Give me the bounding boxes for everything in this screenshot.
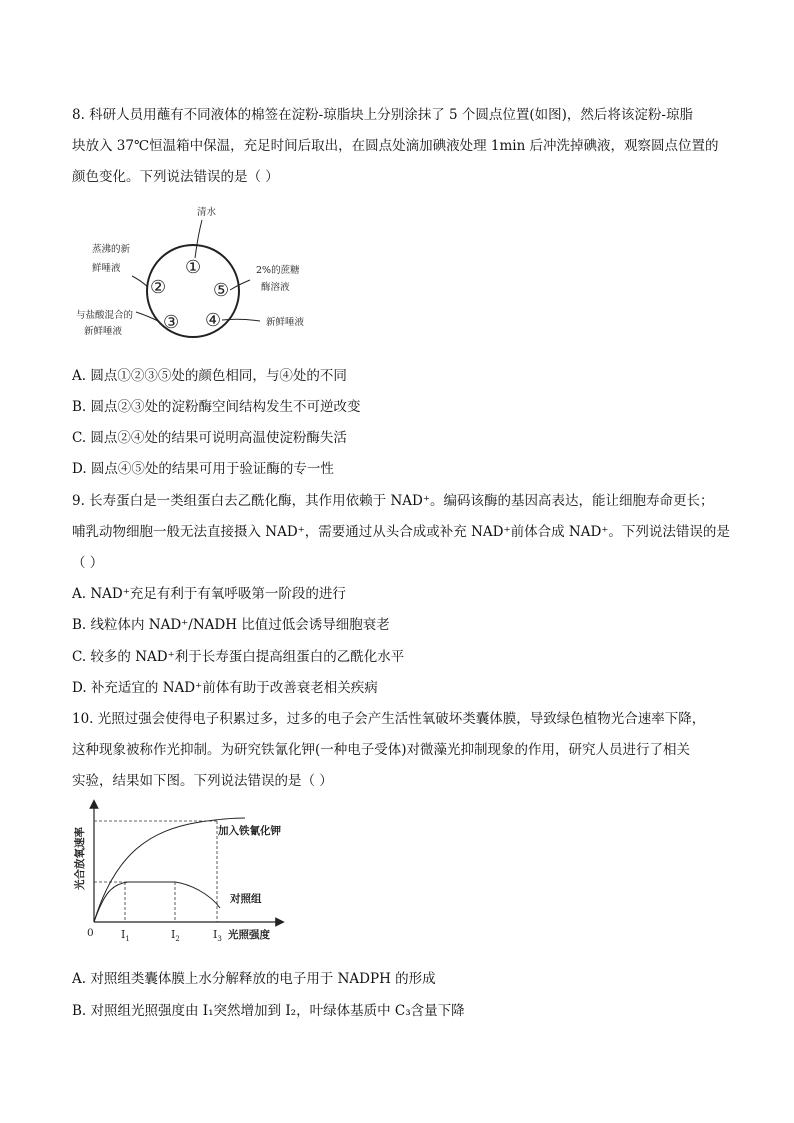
q8-option-b: B. 圆点②③处的淀粉酶空间结构发生不可逆改变 (72, 399, 361, 415)
x-axis-label: 光照强度 (228, 929, 270, 941)
label-sucrase-2: 酶溶液 (261, 282, 290, 293)
dot-3: ③ (163, 312, 180, 333)
q8-stem-line-2: 块放入 37℃恒温箱中保温，充足时间后取出，在圆点处滴加碘液处理 1min 后冲洗掉碘液，观察圆点位置的 (72, 138, 719, 154)
q10-option-a: A. 对照组类囊体膜上水分解释放的电子用于 NADPH 的形成 (72, 971, 436, 987)
label-hcl-saliva-1: 与盐酸混合的 (76, 310, 134, 321)
q9-stem-line-1: 9. 长寿蛋白是一类组蛋白去乙酰化酶，其作用依赖于 NAD⁺。编码该酶的基因高表达，能让细胞寿命更长； (72, 493, 714, 509)
leader-line-2 (132, 276, 148, 287)
q9-stem-line-3: （ ） (72, 555, 104, 571)
dot-1: ① (185, 257, 202, 278)
tick-i2: $I_2$ (171, 928, 180, 943)
label-sucrase-1: 2%的蔗糖 (256, 265, 300, 276)
q8-stem-line-3: 颜色变化。下列说法错误的是（ ） (72, 169, 279, 185)
leader-line-5 (230, 280, 250, 290)
tick-i1: $I_1$ (121, 928, 130, 943)
dot-5: ⑤ (213, 280, 230, 301)
q10-option-b: B. 对照组光照强度由 I₁突然增加到 I₂，叶绿体基质中 C₃含量下降 (72, 1003, 465, 1019)
q8-option-a: A. 圆点①②③⑤处的颜色相同，与④处的不同 (72, 368, 347, 384)
leader-line-1 (195, 220, 202, 258)
q10-stem-line-2: 这种现象被称作光抑制。为研究铁氰化钾(一种电子受体)对微藻光抑制现象的作用，研究人员进行了相关 (72, 742, 691, 758)
label-fresh-saliva: 新鲜唾液 (266, 317, 305, 328)
q10-stem-line-3: 实验，结果如下图。下列说法错误的是（ ） (72, 773, 333, 789)
q8-option-d: D. 圆点④⑤处的结果可用于验证酶的专一性 (72, 461, 334, 477)
label-boiled-saliva-2: 鲜唾液 (92, 263, 121, 274)
dot-2: ② (150, 277, 167, 298)
q9-stem-line-2: 哺乳动物细胞一般无法直接摄入 NAD⁺，需要通过从头合成或补充 NAD⁺前体合成 NAD⁺。下列说法错误的是 (72, 524, 730, 540)
q9-option-a: A. NAD⁺充足有利于有氧呼吸第一阶段的进行 (72, 586, 346, 602)
q9-option-d: D. 补充适宜的 NAD⁺前体有助于改善衰老相关疾病 (72, 680, 378, 696)
q8-figure (70, 200, 330, 350)
curve-control (94, 882, 220, 922)
label-water: 清水 (197, 207, 217, 218)
series-label-ferricyanide: 加入铁氰化钾 (218, 825, 281, 837)
q10-chart (70, 798, 300, 950)
q9-option-c: C. 较多的 NAD⁺利于长寿蛋白提高组蛋白的乙酰化水平 (72, 649, 405, 665)
q8-stem-line-1: 8. 科研人员用蘸有不同液体的棉签在淀粉-琼脂块上分别涂抹了 5 个圆点位置(如图)，然后将该淀粉-琼脂 (72, 107, 693, 123)
label-boiled-saliva-1: 蒸沸的新 (92, 244, 131, 255)
q10-stem-line-1: 10. 光照过强会使得电子积累过多，过多的电子会产生活性氧破坏类囊体膜，导致绿色植物光合速率下降， (72, 711, 706, 727)
q9-option-b: B. 线粒体内 NAD⁺/NADH 比值过低会诱导细胞衰老 (72, 617, 390, 633)
y-axis-label: 光合放氧速率 (74, 827, 86, 890)
origin-label: 0 (87, 927, 94, 939)
q8-option-c: C. 圆点②④处的结果可说明高温使淀粉酶失活 (72, 430, 347, 446)
dot-4: ④ (205, 310, 222, 331)
tick-i3: $I_3$ (213, 928, 222, 943)
label-hcl-saliva-2: 新鲜唾液 (84, 326, 123, 337)
series-label-control: 对照组 (230, 893, 262, 905)
